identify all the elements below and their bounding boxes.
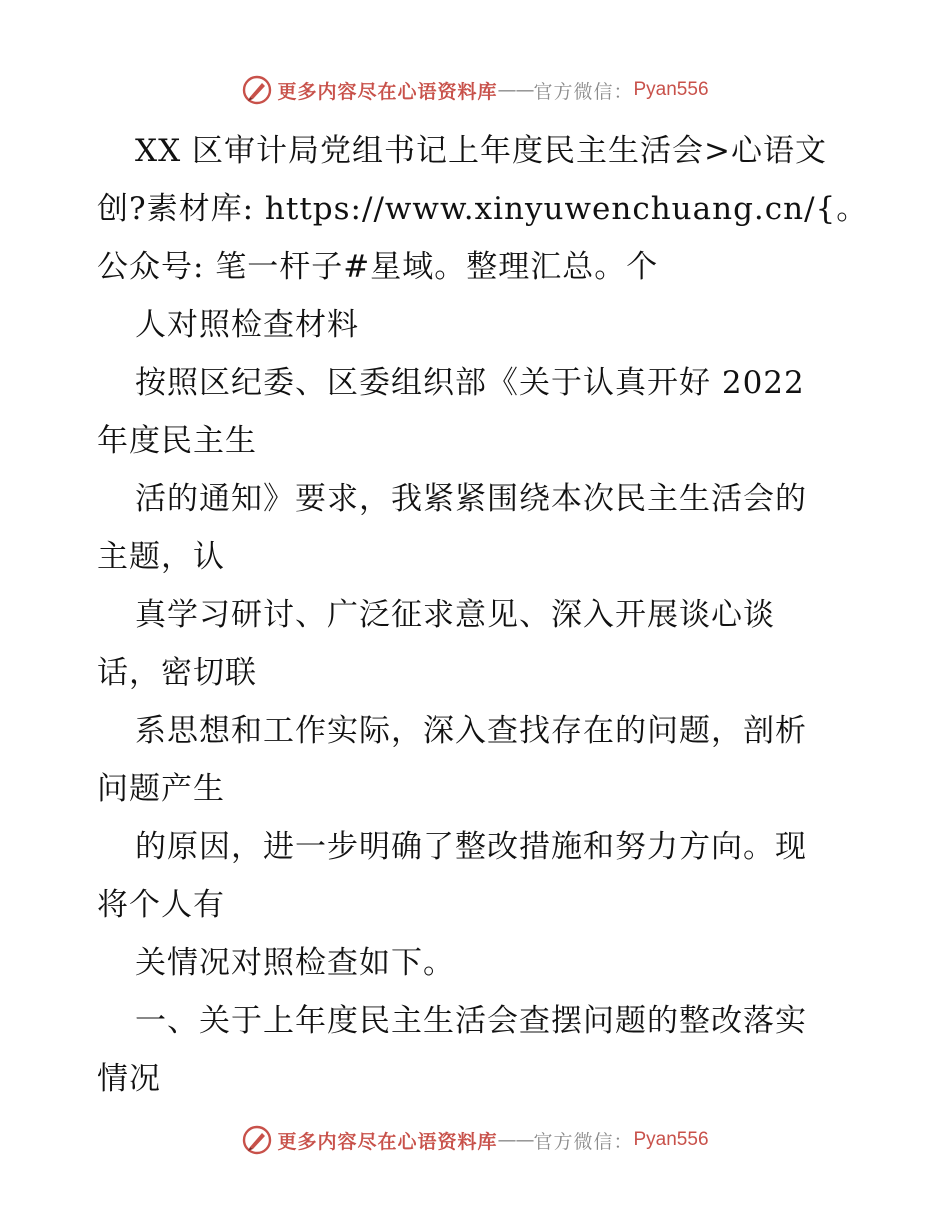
text-line: 按照区纪委、区委组织部《关于认真开好 2022 bbox=[135, 365, 805, 401]
banner-dash: —— bbox=[497, 79, 534, 101]
text-line: 系思想和工作实际，深入查找存在的问题，剖析 bbox=[135, 713, 807, 749]
text-line: 的原因，进一步明确了整改措施和努力方向。现 bbox=[135, 829, 807, 865]
document-body bbox=[97, 122, 867, 1108]
header-watermark-banner bbox=[0, 70, 950, 110]
text-line: 主题，认 bbox=[97, 539, 225, 575]
pen-logo-icon bbox=[241, 1124, 273, 1156]
banner-wechat-label: 官方微信： bbox=[533, 80, 634, 103]
text-line: 真学习研讨、广泛征求意见、深入开展谈心谈 bbox=[135, 597, 775, 633]
text-line: 将个人有 bbox=[97, 887, 225, 923]
banner-dash: —— bbox=[497, 1129, 534, 1151]
banner-slogan: 更多内容尽在心语资料库 bbox=[277, 80, 498, 103]
text-line: 关情况对照检查如下。 bbox=[135, 945, 455, 981]
text-line: XX 区审计局党组书记上年度民主生活会>心语文 bbox=[135, 133, 827, 169]
text-line: 情况 bbox=[97, 1061, 161, 1097]
text-line: 话，密切联 bbox=[97, 655, 257, 691]
text-line: 创?素材库: https://www.xinyuwenchuang.cn/{。 bbox=[97, 191, 869, 227]
text-line: 人对照检查材料 bbox=[135, 307, 359, 343]
text-line: 年度民主生 bbox=[97, 423, 257, 459]
banner-wechat-label: 官方微信： bbox=[533, 1130, 634, 1153]
pen-logo-icon bbox=[241, 74, 273, 106]
text-line: 一、关于上年度民主生活会查摆问题的整改落实 bbox=[135, 1003, 807, 1039]
text-line: 公众号: 笔一杆子#星域。整理汇总。个 bbox=[97, 249, 659, 285]
text-line: 活的通知》要求，我紧紧围绕本次民主生活会的 bbox=[135, 481, 807, 517]
footer-watermark-banner bbox=[0, 1120, 950, 1160]
banner-slogan: 更多内容尽在心语资料库 bbox=[277, 1130, 498, 1153]
banner-wechat-id: Pyan556 bbox=[633, 1129, 709, 1150]
text-line: 问题产生 bbox=[97, 771, 225, 807]
banner-wechat-id: Pyan556 bbox=[633, 79, 709, 100]
